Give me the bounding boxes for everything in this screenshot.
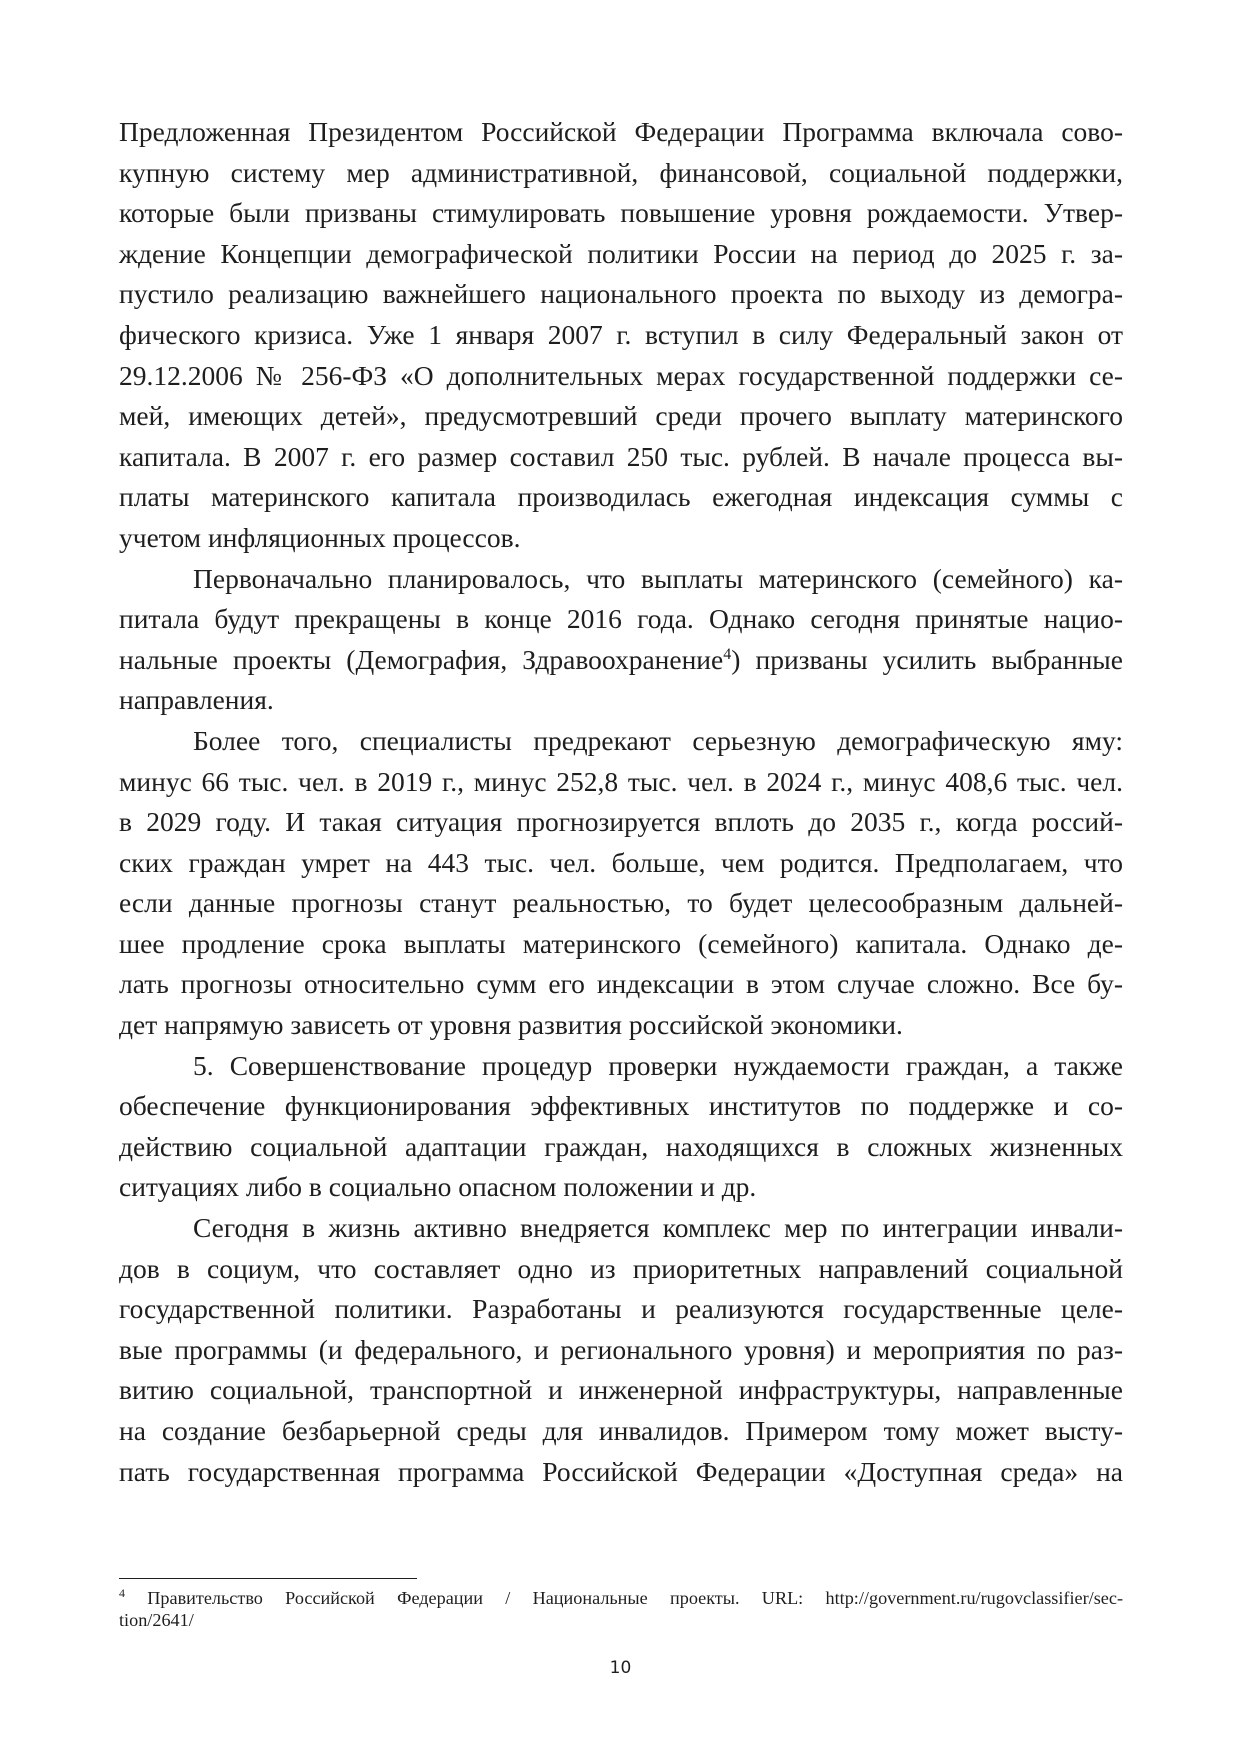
- text-line: 5. Совершенствование процедур проверки нуждаемости граждан, а также: [193, 1049, 1123, 1081]
- footnote-text[interactable]: Правительство Российской Федерации / Национальные проекты. URL: http://government.ru/rugovclassifier/sec-: [125, 1588, 1123, 1608]
- text-line: дов в социум, что составляет одно из приоритетных направлений социальной: [119, 1252, 1123, 1284]
- text-line: питала будут прекращены в конце 2016 года. Однако сегодня принятые нацио-: [119, 603, 1123, 635]
- footnote: [119, 1587, 1123, 1631]
- text-line: капитала. В 2007 г. его размер составил 250 тыс. рублей. В начале процесса вы-: [119, 440, 1123, 472]
- text-line: 29.12.2006 № 256-ФЗ «О дополнительных мерах государственной поддержки се-: [119, 359, 1123, 391]
- text-line: действию социальной адаптации граждан, находящихся в сложных жизненных: [119, 1130, 1123, 1162]
- text-line: которые были призваны стимулировать повышение уровня рождаемости. Утвер-: [119, 197, 1123, 229]
- footnote-line[interactable]: tion/2641/: [119, 1610, 194, 1630]
- text-line: учетом инфляционных процессов.: [119, 521, 521, 553]
- text-line: Более того, специалисты предрекают серьезную демографическую яму:: [193, 724, 1123, 756]
- text-line: ских граждан умрет на 443 тыс. чел. больше, чем родится. Предполагаем, что: [119, 846, 1123, 878]
- text-line: в 2029 году. И такая ситуация прогнозируется вплоть до 2035 г., когда россий-: [119, 806, 1123, 838]
- text-line-with-footnote: [119, 640, 1123, 681]
- text-line: дет напрямую зависеть от уровня развития российской экономики.: [119, 1009, 903, 1041]
- text-line: Первоначально планировалось, что выплаты материнского (семейного) ка-: [193, 562, 1123, 594]
- footnote-number: 4: [119, 1586, 125, 1600]
- text-line: на создание безбарьерной среды для инвалидов. Примером тому может высту-: [119, 1415, 1123, 1446]
- text-line: государственной политики. Разработаны и реализуются государственные целе-: [119, 1293, 1123, 1325]
- text-line: ждение Концепции демографической политики России на период до 2025 г. за-: [119, 237, 1123, 269]
- text-line: платы материнского капитала производилась ежегодная индексация суммы с: [119, 481, 1123, 513]
- text-line: витию социальной, транспортной и инженерной инфраструктуры, направленные: [119, 1374, 1123, 1406]
- text-line: вые программы (и федерального, и регионального уровня) и мероприятия по раз-: [119, 1333, 1123, 1365]
- text-line: купную систему мер административной, финансовой, социальной поддержки,: [119, 156, 1123, 188]
- text-line: если данные прогнозы станут реальностью, то будет целесообразным дальней-: [119, 887, 1123, 919]
- footnote-separator: [119, 1578, 417, 1579]
- text-line: направления.: [119, 684, 274, 716]
- text-line: ситуациях либо в социально опасном положении и др.: [119, 1171, 757, 1203]
- footnote-reference[interactable]: 4: [723, 645, 732, 663]
- text-line: Сегодня в жизнь активно внедряется комплекс мер по интеграции инвали-: [193, 1212, 1123, 1244]
- text-segment: ) призваны усилить выбранные: [731, 643, 1123, 675]
- page-number: 10: [609, 1658, 632, 1678]
- footnote-line: [119, 1587, 1123, 1609]
- text-line: минус 66 тыс. чел. в 2019 г., минус 252,8 тыс. чел. в 2024 г., минус 408,6 тыс. чел.: [119, 765, 1123, 797]
- text-line: шее продление срока выплаты материнского (семейного) капитала. Однако де-: [119, 927, 1123, 959]
- text-line: лать прогнозы относительно сумм его индексации в этом случае сложно. Все бу-: [119, 968, 1123, 1000]
- text-line: пать государственная программа Российской Федерации «Доступная среда» на: [119, 1455, 1123, 1487]
- text-line: фического кризиса. Уже 1 января 2007 г. вступил в силу Федеральный закон от: [119, 318, 1123, 350]
- text-segment: нальные проекты (Демография, Здравоохранение: [119, 643, 724, 675]
- text-line: мей, имеющих детей», предусмотревший среди прочего выплату материнского: [119, 400, 1123, 432]
- text-line: пустило реализацию важнейшего национального проекта по выходу из демогра-: [119, 278, 1123, 310]
- text-line: обеспечение функционирования эффективных институтов по поддержке и со-: [119, 1090, 1123, 1122]
- body-text: [119, 112, 1123, 1492]
- text-line: Предложенная Президентом Российской Федерации Программа включала сово-: [119, 116, 1123, 147]
